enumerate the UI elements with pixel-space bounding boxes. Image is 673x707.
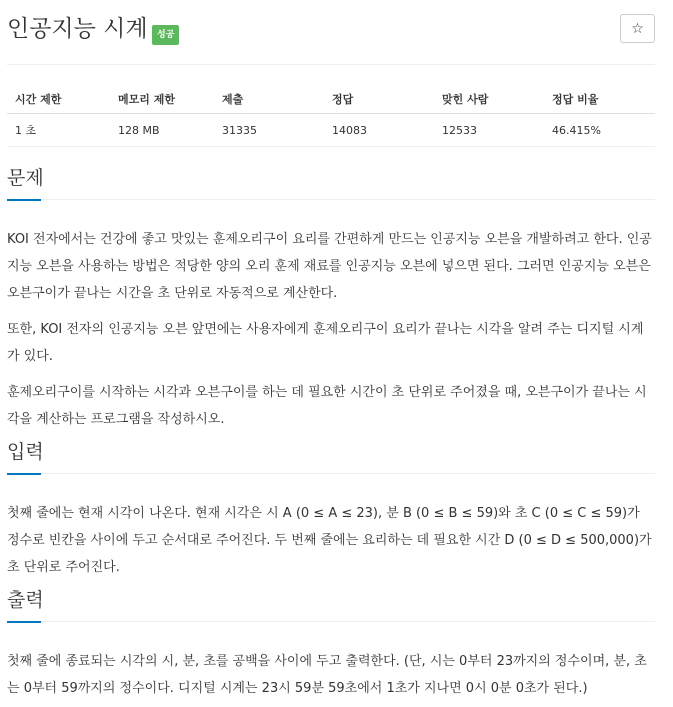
cell-accept-ratio: 46.415% — [544, 114, 655, 147]
page-title: 인공지능 시계 — [7, 16, 148, 42]
problem-paragraph: KOI 전자에서는 건강에 좋고 맛있는 훈제오리구이 요리를 간편하게 만드는 인공지능 오븐을 개발하려고 한다. 인공지능 오븐을 사용하는 방법은 적당한 양의 오리 훈제 재료를 인공지능 오븐에 넣으면 된다. 그러면 인공지능 오븐은 오븐구이가 끝나는 시간을 초 단위로 자동적으로 계산한다. — [7, 232, 652, 301]
cell-accepted: 14083 — [324, 114, 434, 147]
header-accepted: 정답 — [324, 85, 434, 114]
section-heading-input: 입력 — [7, 441, 44, 463]
section-divider — [7, 621, 655, 622]
problem-info-table — [7, 85, 655, 147]
favorite-button[interactable] — [620, 14, 655, 43]
table-header-row — [7, 85, 655, 114]
status-badge: 성공 — [152, 25, 179, 45]
problem-paragraph: 또한, KOI 전자의 인공지능 오븐 앞면에는 사용자에게 훈제오리구이 요리가 끝나는 시각을 알려 주는 디지털 시계가 있다. — [7, 322, 644, 364]
star-icon: ☆ — [631, 20, 644, 37]
input-section — [7, 440, 655, 581]
output-section — [7, 588, 655, 702]
header-accept-ratio: 정답 비율 — [544, 85, 655, 114]
section-divider — [7, 199, 655, 200]
input-paragraph: 첫째 줄에는 현재 시각이 나온다. 현재 시각은 시 A (0 ≤ A ≤ 23), 분 B (0 ≤ B ≤ 59)와 초 C (0 ≤ C ≤ 59)가 정수로 빈칸을 사이에 두고 순서대로 주어진다. 두 번째 줄에는 요리하는 데 필요한 시간 D (0 ≤ D ≤ 500,000)가 초 단위로 주어진다. — [7, 506, 652, 575]
section-heading-output: 출력 — [7, 589, 44, 611]
header-memory-limit: 메모리 제한 — [110, 85, 214, 114]
cell-memory-limit: 128 MB — [110, 114, 214, 147]
cell-time-limit: 1 초 — [7, 114, 110, 147]
section-divider — [7, 473, 655, 474]
header-solved-users: 맞힌 사람 — [434, 85, 544, 114]
problem-paragraph: 훈제오리구이를 시작하는 시각과 오븐구이를 하는 데 필요한 시간이 초 단위로 주어졌을 때, 오븐구이가 끝나는 시각을 계산하는 프로그램을 작성하시오. — [7, 385, 647, 427]
output-paragraph: 첫째 줄에 종료되는 시각의 시, 분, 초를 공백을 사이에 두고 출력한다. (단, 시는 0부터 23까지의 정수이며, 분, 초는 0부터 59까지의 정수이다. 디지털 시계는 23시 59분 59초에서 1초가 지나면 0시 0분 0초가 된다.) — [7, 654, 647, 696]
section-heading-problem: 문제 — [7, 167, 44, 189]
problem-section — [7, 166, 655, 433]
cell-solved-users: 12533 — [434, 114, 544, 147]
header-time-limit: 시간 제한 — [7, 85, 110, 114]
cell-submissions: 31335 — [214, 114, 324, 147]
header-submissions: 제출 — [214, 85, 324, 114]
table-row — [7, 114, 655, 147]
problem-header — [7, 14, 655, 65]
